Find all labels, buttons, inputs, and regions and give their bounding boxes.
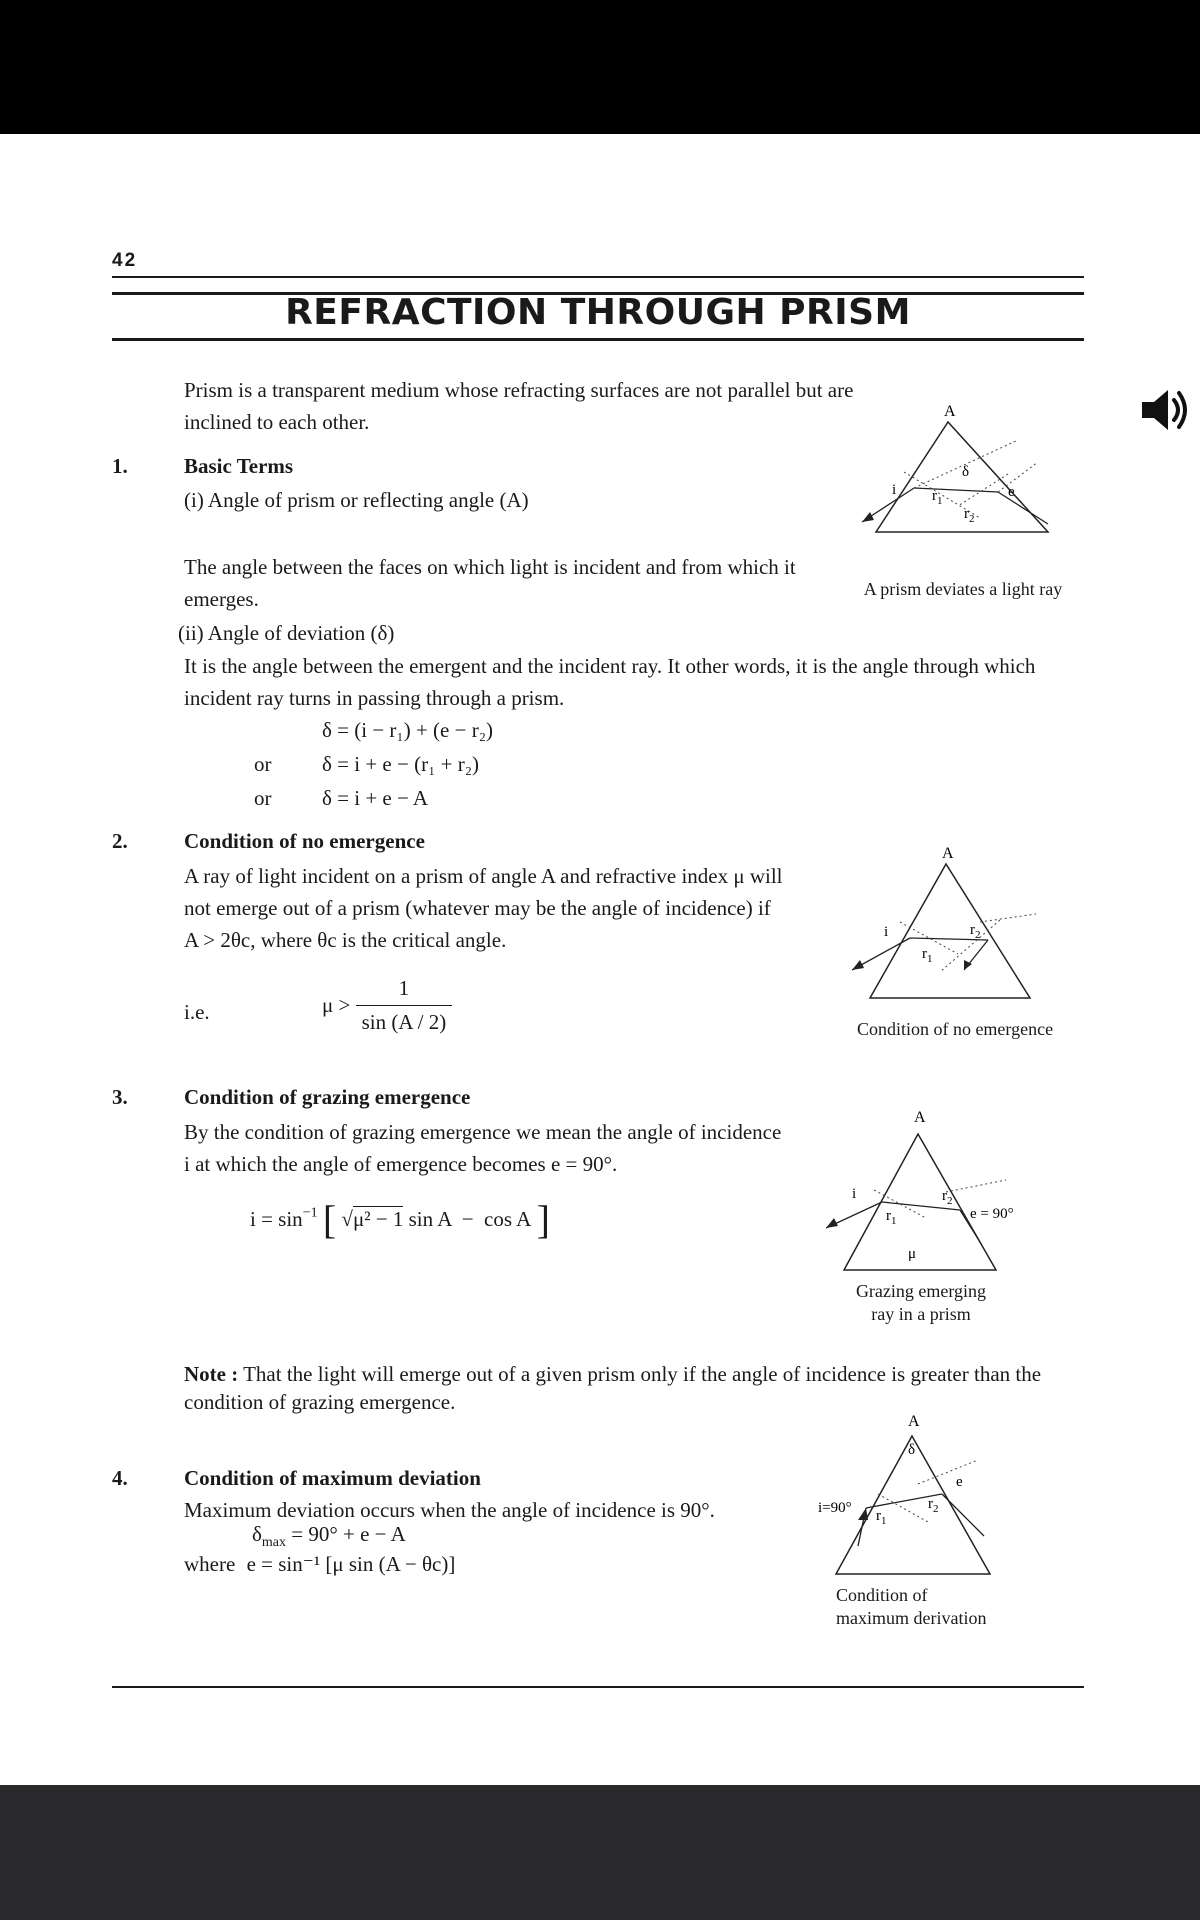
r2-label: $r_2$ [970, 922, 981, 941]
fraction [356, 976, 453, 1035]
deviation-equation: δ = i + e − A [322, 786, 429, 810]
square-root: √μ² − 1 [341, 1207, 404, 1231]
r1-label: $r_1$ [876, 1508, 887, 1527]
apex-label: A [914, 1109, 926, 1126]
apex-label: A [942, 845, 954, 862]
term-item: (ii) Angle of deviation (δ) [178, 621, 395, 645]
caption-line: Condition of [836, 1585, 928, 1605]
where-equation: e = sin⁻¹ [μ sin (A − θc)] [246, 1552, 456, 1576]
text-line: The angle between the faces on which light is incident and from which it [184, 555, 796, 579]
speaker-icon[interactable] [1140, 384, 1192, 441]
section-number: 4. [112, 1466, 128, 1490]
grazing-formula [250, 1196, 550, 1243]
numerator: 1 [356, 976, 453, 1006]
intro-line: inclined to each other. [184, 410, 370, 434]
formula-rhs: = 90° + e − A [291, 1522, 406, 1546]
text-line: emerges. [184, 587, 259, 611]
deviation-equation: δ = (i − r₁) + (e − r₂) [322, 718, 494, 742]
figure-caption: Condition of no emergence [856, 1019, 1054, 1039]
r1-label: $r_1$ [922, 946, 933, 965]
r2-label: $r_2$ [928, 1496, 939, 1515]
caption-line: Grazing emerging [855, 1281, 987, 1301]
figure-no-emergence [840, 842, 1070, 1027]
where-label: where [184, 1552, 236, 1576]
figure-prism-deviation [848, 400, 1078, 585]
root-content: μ² − 1 [352, 1207, 404, 1231]
emergence-label: e = 90° [970, 1206, 1014, 1222]
emergence-label: e [1008, 484, 1015, 500]
text-line: It is the angle between the emergent and the incident ray. It other words, it is the angle through which [184, 654, 1036, 678]
term-description [184, 650, 1035, 714]
emergence-label: e [956, 1474, 963, 1490]
incidence-label: i=90° [818, 1500, 852, 1516]
formula-lhs: δ [252, 1522, 262, 1546]
ie-label: i.e. [184, 1000, 210, 1024]
section-heading: Condition of no emergence [184, 829, 425, 853]
text-line: A > 2θc, where θc is the critical angle. [184, 928, 507, 952]
delta-label: δ [962, 464, 970, 480]
r1-label: $r_1$ [886, 1208, 897, 1227]
bracket-close: ] [536, 1197, 550, 1242]
section-paragraph [184, 1116, 781, 1180]
note-paragraph [184, 1358, 1084, 1418]
r1-label: $r_1$ [932, 488, 943, 507]
formula-subscript: max [261, 1535, 287, 1551]
deviation-equation: δ = i + e − (r₁ + r₂) [322, 752, 480, 776]
text-line: incident ray turns in passing through a prism. [184, 686, 565, 710]
section-number: 1. [112, 454, 128, 478]
incidence-label: i [884, 924, 889, 940]
incidence-label: i [892, 482, 897, 498]
figure-caption [836, 1584, 986, 1630]
text-line: not emerge out of a prism (whatever may be the angle of incidence) if [184, 896, 771, 920]
incidence-label: i [852, 1186, 857, 1202]
text-line: condition of grazing emergence. [184, 1390, 456, 1414]
term-description [184, 551, 796, 615]
intro-line: Prism is a transparent medium whose refracting surfaces are not parallel but are [184, 378, 854, 402]
bracket-open: [ [322, 1197, 337, 1242]
mu-label: μ [908, 1246, 917, 1262]
section-heading: Basic Terms [184, 454, 294, 478]
bottom-bar [0, 1785, 1200, 1920]
or-label: or [254, 752, 272, 776]
section-heading: Condition of maximum deviation [184, 1466, 481, 1490]
formula-lhs: i = sin [250, 1207, 303, 1231]
no-emergence-formula [322, 976, 452, 1035]
text-line: i at which the angle of emergence becomes e = 90°. [184, 1152, 618, 1176]
max-deviation-equation [252, 1522, 406, 1551]
or-label: or [254, 786, 272, 810]
figure-grazing-emergence [826, 1106, 1056, 1279]
term-item: (i) Angle of prism or reflecting angle (A) [184, 488, 529, 512]
section-paragraph: Maximum deviation occurs when the angle of incidence is 90°. [184, 1498, 715, 1522]
text-line: By the condition of grazing emergence we mean the angle of incidence [184, 1120, 782, 1144]
denominator: sin (A / 2) [361, 1010, 447, 1034]
delta-label: δ [908, 1442, 916, 1458]
footer-rule [112, 1686, 1084, 1688]
text-line: That the light will emerge out of a given prism only if the angle of incidence is greater than the [243, 1362, 1042, 1386]
title-rule-bottom [112, 338, 1084, 341]
header-rule [112, 276, 1084, 278]
r2-label: $r_2$ [942, 1188, 953, 1207]
caption-line: maximum derivation [836, 1608, 987, 1628]
r2-label: $r_2$ [964, 506, 975, 525]
formula-superscript: −1 [302, 1205, 318, 1221]
section-number: 2. [112, 829, 128, 853]
formula-lhs: μ > [322, 993, 351, 1017]
caption-line: ray in a prism [871, 1304, 971, 1324]
figure-maximum-deviation [818, 1410, 1048, 1585]
text-line: A ray of light incident on a prism of angle A and refractive index μ will [184, 864, 783, 888]
where-line [184, 1552, 455, 1577]
page-number: 42 [112, 250, 138, 271]
apex-label: A [908, 1413, 920, 1430]
figure-caption [826, 1280, 1016, 1326]
apex-label: A [944, 403, 956, 420]
note-label: Note : [184, 1362, 239, 1386]
intro-paragraph [184, 374, 853, 438]
top-black-bar [0, 0, 1200, 134]
formula-rest: sin A − cos A [408, 1207, 532, 1231]
section-number: 3. [112, 1085, 128, 1109]
section-heading: Condition of grazing emergence [184, 1085, 471, 1109]
figure-caption: A prism deviates a light ray [863, 579, 1063, 599]
section-paragraph [184, 860, 783, 956]
page-title: REFRACTION THROUGH PRISM [285, 292, 911, 333]
